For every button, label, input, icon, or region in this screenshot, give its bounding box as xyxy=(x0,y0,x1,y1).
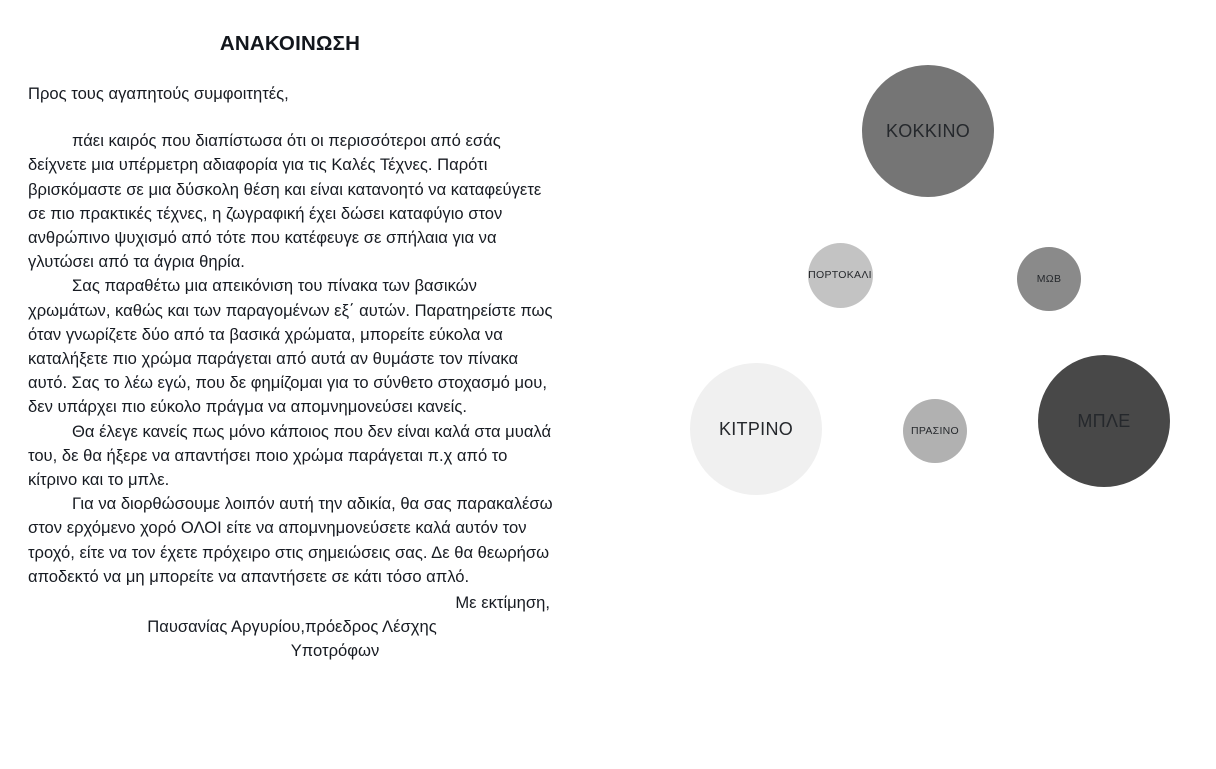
color-node-portokali xyxy=(808,243,873,308)
color-node-kokkino xyxy=(862,65,994,197)
color-node-label: KOKKINO xyxy=(885,120,971,141)
color-node-label: ΚΙΤΡΙΝΟ xyxy=(718,418,794,439)
signoff-signer: Παυσανίας Αργυρίου,πρόεδρος Λέσχης xyxy=(147,617,437,637)
signoff-closing: Με εκτίμηση, xyxy=(455,593,550,613)
letter-paragraph-2: Σας παραθέτω μια απεικόνιση του πίνακα των βασικών χρωμάτων, καθώς και των παραγομένων εξ΄ αυτών. Παρατηρείστε πως όταν γνωρίζετε δύο από τα βασικά χρώματα, μπορείτε εύκολα να καταλήξετε πιο χρώμα παράγεται από αυτά αν θυμάστε τον πίνακα αυτό. Σας το λέω εγώ, που δε φημίζομαι για το σύνθετο στοχασμό μου, δεν υπάρχει πιο εύκολο πράγμα να απομνημονεύσει κανείς. xyxy=(28,276,553,417)
letter-paragraph-4: Για να διορθώσουμε λοιπόν αυτή την αδικία, θα σας παρακαλέσω στον ερχόμενο χορό ΟΛΟΙ είτε να απομνημονεύσετε καλά αυτόν τον τροχό, είτε να τον έχετε πρόχειρο στις σημειώσεις σας. Δε θα θεωρήσω αποδεκτό να μη μπορείτε να απαντήσετε σε κάτι τόσο απλό. xyxy=(28,494,553,586)
color-node-mov xyxy=(1017,247,1081,311)
color-node-mple xyxy=(1038,355,1170,487)
color-node-prasino xyxy=(903,399,967,463)
letter-signoff xyxy=(28,591,556,664)
color-node-kitrino xyxy=(690,363,822,495)
letter-body xyxy=(28,82,556,664)
letter-paragraph-3: Θα έλεγε κανείς πως μόνο κάποιος που δεν είναι καλά στα μυαλά του, δε θα ήξερε να απαντήσει ποιο χρώμα παράγεται π.χ από το κίτρινο και το μπλε. xyxy=(28,421,552,490)
color-node-label: ΜΠΛΕ xyxy=(1077,410,1131,431)
signoff-signer-continued: Υποτρόφων xyxy=(290,641,380,661)
color-node-label: ΠΡΑΣΙΝΟ xyxy=(910,425,960,437)
color-node-label: ΜΩΒ xyxy=(1036,273,1062,285)
color-wheel-diagram xyxy=(630,0,1216,769)
letter-salutation: Προς τους αγαπητούς συμφοιτητές, xyxy=(28,84,289,103)
letter-paragraph-1: πάει καιρός που διαπίστωσα ότι οι περισσότεροι από εσάς δείχνετε μια υπέρμετρη αδιαφορία για τις Καλές Τέχνες. Παρότι βρισκόμαστε σε μια δύσκολη θέση και είναι κατανοητό να καταφεύγετε σε πιο πρακτικές τέχνες, η ζωγραφική έχει δώσει καταφύγιο στον ανθρώπινο ψυχισμό από τότε που κατέφευγε σε σπήλαια για να γλυτώσει από τα άγρια θηρία. xyxy=(28,131,542,272)
announcement-letter xyxy=(0,0,600,769)
page-title: ΑΝΑΚΟΙΝΩΣΗ xyxy=(219,32,361,55)
color-node-label: ΠΟΡΤΟΚΑΛΙ xyxy=(808,269,872,281)
